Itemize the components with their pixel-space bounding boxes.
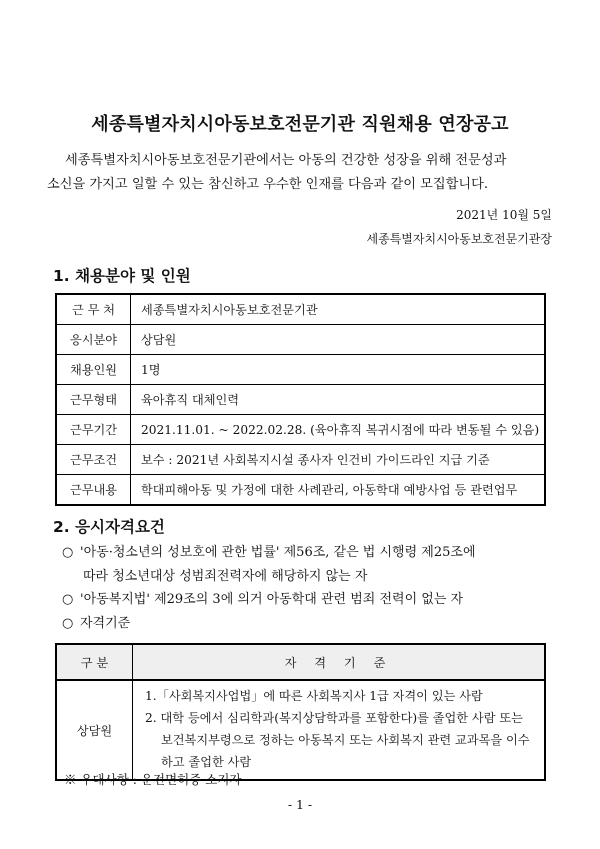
recruitment-table [55,293,546,506]
qualification-list [62,541,562,635]
criteria-standards [133,680,546,780]
row-key-conditions: 근무조건 [56,445,131,475]
circle-bullet-icon: ○ [62,615,74,631]
table-row [56,294,545,325]
row-value-duties: 학대피해아동 및 가정에 대한 사례관리, 아동학대 예방사업 등 관련업무 [131,475,546,506]
table-row [56,355,545,385]
row-key-period: 근무기간 [56,415,131,445]
intro-line-2: 소신을 가지고 일할 수 있는 참신하고 우수한 인재를 다음과 같이 모집합니다. [47,177,489,192]
row-key-headcount: 채용인원 [56,355,131,385]
header-standard: 자 격 기 준 [133,644,546,680]
criteria-category: 상담원 [56,680,133,780]
row-value-workplace: 세종특별자치시아동보호전문기관 [131,294,546,325]
announcement-date: 2021년 10월 5일 [456,208,552,222]
list-item [62,588,562,612]
standard-2: 2. 대학 등에서 심리학과(복지상담학과를 포함한다)를 졸업한 사람 또는 보건복지부령으로 정하는 아동복지 또는 사회복지 관련 교과목을 이수하고 졸업한 사람 [145,711,530,769]
table-row [56,385,545,415]
row-value-conditions: 보수 : 2021년 사회복지시설 종사자 인건비 가이드라인 지급 기준 [131,445,546,475]
intro-paragraph [47,149,562,197]
issuer-name: 세종특별자치시아동보호전문기관장 [366,232,552,246]
qualification-2: '아동복지법' 제29조의 3에 의거 아동학대 관련 범죄 전력이 없는 자 [80,592,464,607]
row-key-employment-type: 근무형태 [56,385,131,415]
qualification-1-line-2: 따라 청소년대상 성범죄전력자에 해당하지 않는 자 [83,568,368,584]
table-row [56,680,545,780]
section-1-heading: 1. 채용분야 및 인원 [53,267,191,285]
section-2-heading: 2. 응시자격요건 [53,518,165,536]
circle-bullet-icon: ○ [62,545,74,560]
table-row [56,475,545,506]
table-row [56,415,545,445]
qualification-3: 자격기준 [80,615,131,631]
page-title: 세종특별자치시아동보호전문기관 직원채용 연장공고 [91,114,509,135]
criteria-table [55,643,546,781]
table-row [56,445,545,475]
table-header-row [56,644,545,680]
list-item [62,612,562,636]
list-item [62,541,562,565]
circle-bullet-icon: ○ [62,592,74,607]
row-value-period: 2021.11.01. ~ 2022.02.28. (육아휴직 복귀시점에 따라 변동될 수 있음) [131,415,546,445]
intro-line-1: 세종특별자치시아동보호전문기관에서는 아동의 건강한 성장을 위해 전문성과 [65,153,507,168]
preference-note: ※ 우대사항 : 운전면허증 소지자 [64,772,242,787]
page-number: - 1 - [287,797,313,812]
row-key-field: 응시분야 [56,325,131,355]
table-row [56,325,545,355]
standard-1: 1.「사회복지사업법」에 따른 사회복지사 1급 자격이 있는 사람 [145,689,483,703]
row-value-field: 상담원 [131,325,546,355]
row-key-duties: 근무내용 [56,475,131,506]
row-key-workplace: 근 무 처 [56,294,131,325]
row-value-employment-type: 육아휴직 대체인력 [131,385,546,415]
row-value-headcount: 1명 [131,355,546,385]
qualification-1-line-1: '아동·청소년의 성보호에 관한 법률' 제56조, 같은 법 시행령 제25조에 [80,545,476,560]
header-category: 구 분 [56,644,133,680]
